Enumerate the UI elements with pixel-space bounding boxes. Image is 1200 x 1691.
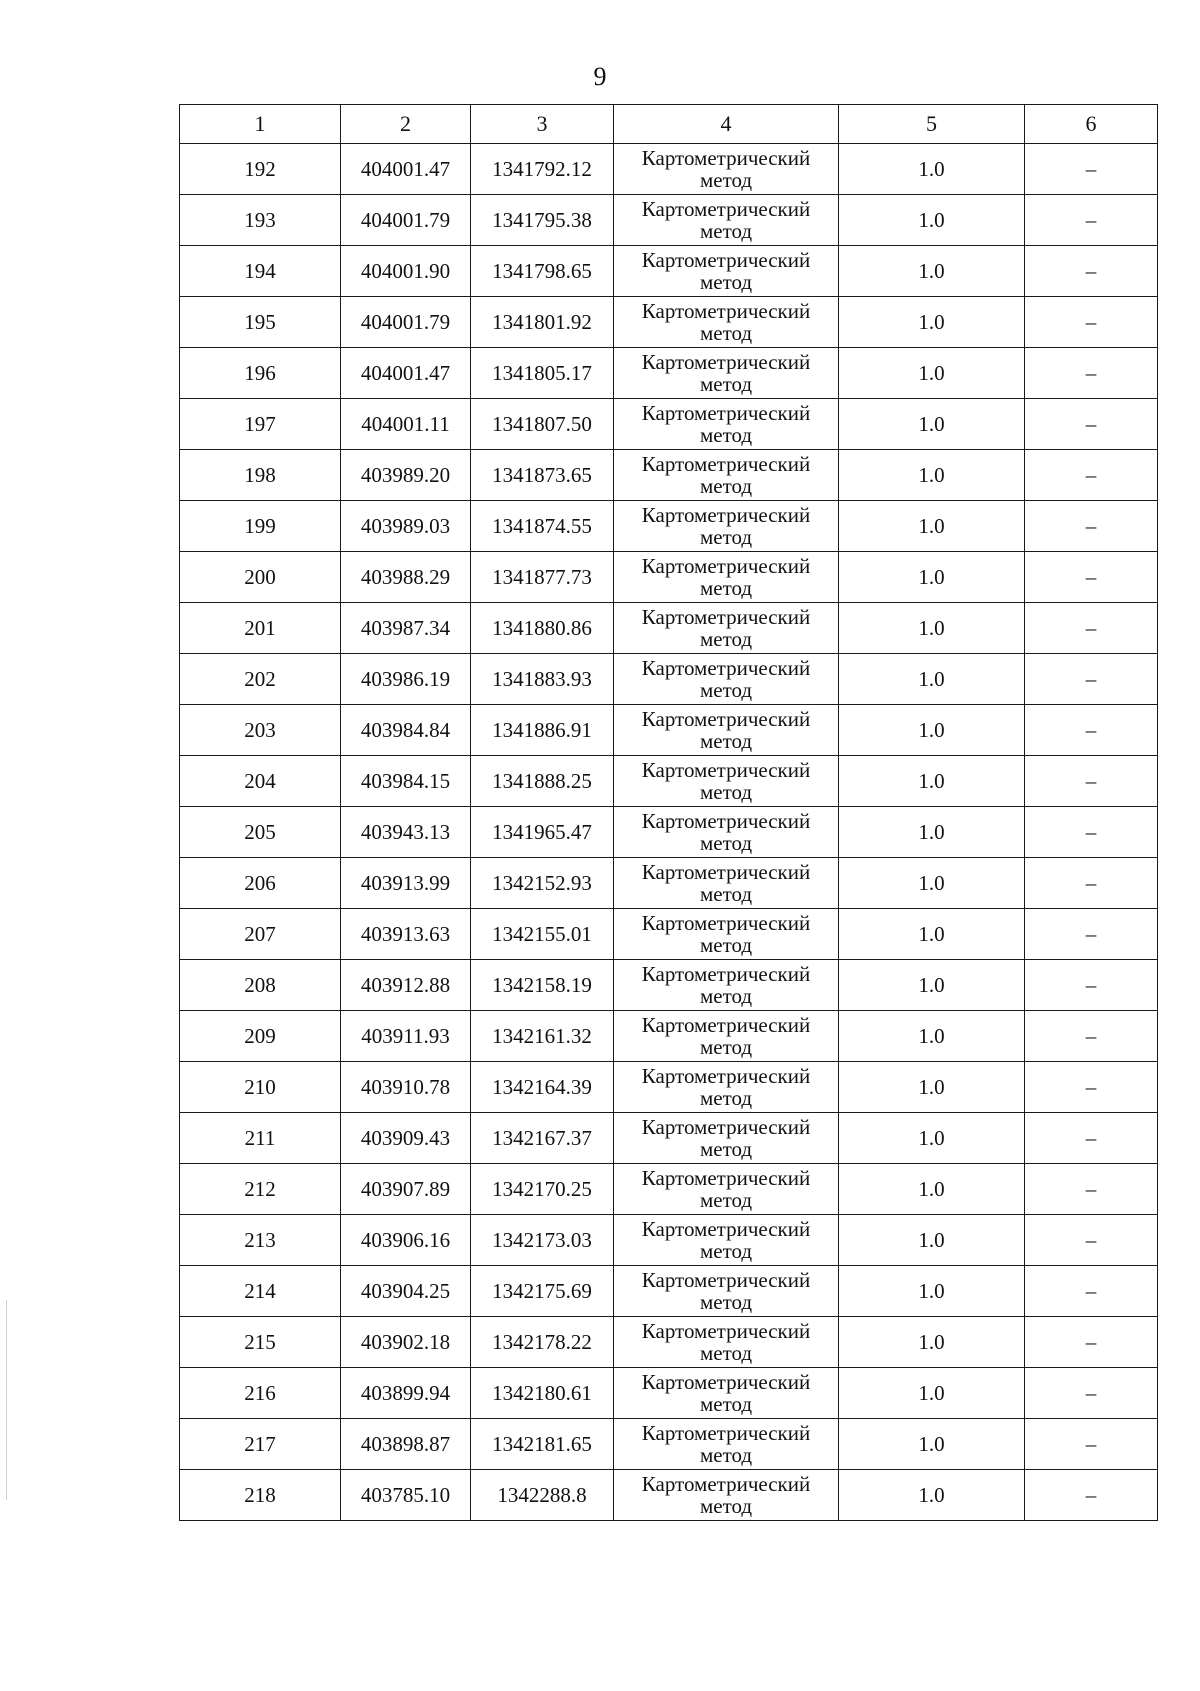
coordinate-x-cell: 1342173.03: [471, 1215, 614, 1266]
method-line-2: метод: [699, 627, 753, 651]
method-line-2: метод: [699, 525, 753, 549]
note-cell: –: [1025, 960, 1158, 1011]
method-line-2: метод: [699, 1086, 753, 1110]
coordinates-table: [179, 104, 1158, 1521]
method-line-2: метод: [699, 1137, 753, 1161]
coordinate-x-cell: 1342180.61: [471, 1368, 614, 1419]
note-cell: –: [1025, 603, 1158, 654]
method-line-1: Картометрический: [641, 248, 811, 272]
table-row: [180, 1470, 1158, 1521]
table-row: [180, 756, 1158, 807]
coordinate-x-cell: 1341807.50: [471, 399, 614, 450]
accuracy-cell: 1.0: [839, 1011, 1025, 1062]
method-cell: [614, 399, 839, 450]
method-line-2: метод: [699, 219, 753, 243]
coordinate-x-cell: 1342158.19: [471, 960, 614, 1011]
method-cell: [614, 1419, 839, 1470]
method-line-2: метод: [699, 474, 753, 498]
note-cell: –: [1025, 705, 1158, 756]
accuracy-cell: 1.0: [839, 348, 1025, 399]
point-number-cell: 195: [180, 297, 341, 348]
note-cell: –: [1025, 297, 1158, 348]
header-cell-2: 2: [341, 105, 471, 144]
accuracy-cell: 1.0: [839, 756, 1025, 807]
accuracy-cell: 1.0: [839, 1470, 1025, 1521]
coordinate-x-cell: 1342161.32: [471, 1011, 614, 1062]
accuracy-cell: 1.0: [839, 501, 1025, 552]
method-line-1: Картометрический: [641, 1370, 811, 1394]
coordinate-x-cell: 1341883.93: [471, 654, 614, 705]
method-line-1: Картометрический: [641, 1421, 811, 1445]
note-cell: –: [1025, 1266, 1158, 1317]
method-line-2: метод: [699, 984, 753, 1008]
point-number-cell: 203: [180, 705, 341, 756]
method-line-2: метод: [699, 1290, 753, 1314]
coordinate-y-cell: 403904.25: [341, 1266, 471, 1317]
coordinate-y-cell: 403911.93: [341, 1011, 471, 1062]
coordinate-x-cell: 1341886.91: [471, 705, 614, 756]
point-number-cell: 217: [180, 1419, 341, 1470]
method-line-2: метод: [699, 576, 753, 600]
method-line-2: метод: [699, 1188, 753, 1212]
note-cell: –: [1025, 1368, 1158, 1419]
method-line-1: Картометрический: [641, 809, 811, 833]
accuracy-cell: 1.0: [839, 144, 1025, 195]
method-cell: [614, 960, 839, 1011]
method-line-1: Картометрический: [641, 401, 811, 425]
method-line-1: Картометрический: [641, 860, 811, 884]
table-body: [180, 105, 1158, 1521]
method-line-2: метод: [699, 1341, 753, 1365]
coordinate-y-cell: 403986.19: [341, 654, 471, 705]
method-cell: [614, 909, 839, 960]
point-number-cell: 208: [180, 960, 341, 1011]
method-line-1: Картометрический: [641, 605, 811, 629]
coordinate-x-cell: 1342181.65: [471, 1419, 614, 1470]
method-cell: [614, 1164, 839, 1215]
method-line-2: метод: [699, 729, 753, 753]
method-cell: [614, 1215, 839, 1266]
method-line-2: метод: [699, 1239, 753, 1263]
accuracy-cell: 1.0: [839, 654, 1025, 705]
method-cell: [614, 297, 839, 348]
method-line-2: метод: [699, 168, 753, 192]
method-cell: [614, 501, 839, 552]
header-cell-6: 6: [1025, 105, 1158, 144]
method-line-1: Картометрический: [641, 1115, 811, 1139]
method-cell: [614, 1317, 839, 1368]
coordinate-x-cell: 1341798.65: [471, 246, 614, 297]
accuracy-cell: 1.0: [839, 1062, 1025, 1113]
table-row: [180, 960, 1158, 1011]
note-cell: –: [1025, 1164, 1158, 1215]
note-cell: –: [1025, 348, 1158, 399]
table-row: [180, 1113, 1158, 1164]
method-line-2: метод: [699, 423, 753, 447]
method-cell: [614, 1470, 839, 1521]
note-cell: –: [1025, 1113, 1158, 1164]
accuracy-cell: 1.0: [839, 246, 1025, 297]
table-row: [180, 450, 1158, 501]
method-cell: [614, 1113, 839, 1164]
method-cell: [614, 1011, 839, 1062]
point-number-cell: 194: [180, 246, 341, 297]
method-line-2: метод: [699, 933, 753, 957]
coordinate-x-cell: 1341805.17: [471, 348, 614, 399]
coordinate-x-cell: 1341874.55: [471, 501, 614, 552]
coordinate-y-cell: 403910.78: [341, 1062, 471, 1113]
method-line-2: метод: [699, 1392, 753, 1416]
method-cell: [614, 807, 839, 858]
method-line-1: Картометрический: [641, 503, 811, 527]
table-row: [180, 501, 1158, 552]
accuracy-cell: 1.0: [839, 1113, 1025, 1164]
method-line-1: Картометрический: [641, 962, 811, 986]
coordinate-y-cell: 403899.94: [341, 1368, 471, 1419]
method-cell: [614, 144, 839, 195]
coordinate-y-cell: 403906.16: [341, 1215, 471, 1266]
point-number-cell: 212: [180, 1164, 341, 1215]
method-line-1: Картометрический: [641, 452, 811, 476]
method-line-1: Картометрический: [641, 197, 811, 221]
note-cell: –: [1025, 450, 1158, 501]
method-line-1: Картометрический: [641, 1472, 811, 1496]
point-number-cell: 205: [180, 807, 341, 858]
table-header-row: [180, 105, 1158, 144]
method-line-2: метод: [699, 780, 753, 804]
table-row: [180, 705, 1158, 756]
coordinate-y-cell: 403907.89: [341, 1164, 471, 1215]
note-cell: –: [1025, 1062, 1158, 1113]
coordinate-x-cell: 1342288.8: [471, 1470, 614, 1521]
accuracy-cell: 1.0: [839, 603, 1025, 654]
table-row: [180, 1419, 1158, 1470]
method-cell: [614, 246, 839, 297]
coordinate-x-cell: 1342178.22: [471, 1317, 614, 1368]
table-row: [180, 1215, 1158, 1266]
table-row: [180, 246, 1158, 297]
coordinate-x-cell: 1341795.38: [471, 195, 614, 246]
coordinate-y-cell: 404001.79: [341, 297, 471, 348]
method-cell: [614, 450, 839, 501]
accuracy-cell: 1.0: [839, 399, 1025, 450]
method-line-2: метод: [699, 678, 753, 702]
table-row: [180, 1317, 1158, 1368]
coordinate-y-cell: 403987.34: [341, 603, 471, 654]
note-cell: –: [1025, 1419, 1158, 1470]
header-cell-4: 4: [614, 105, 839, 144]
coordinate-x-cell: 1341888.25: [471, 756, 614, 807]
coordinate-x-cell: 1342152.93: [471, 858, 614, 909]
table-row: [180, 1062, 1158, 1113]
point-number-cell: 210: [180, 1062, 341, 1113]
coordinate-y-cell: 403988.29: [341, 552, 471, 603]
method-line-2: метод: [699, 372, 753, 396]
accuracy-cell: 1.0: [839, 195, 1025, 246]
method-line-1: Картометрический: [641, 299, 811, 323]
method-line-1: Картометрический: [641, 1217, 811, 1241]
point-number-cell: 213: [180, 1215, 341, 1266]
coordinate-y-cell: 403989.20: [341, 450, 471, 501]
accuracy-cell: 1.0: [839, 909, 1025, 960]
accuracy-cell: 1.0: [839, 960, 1025, 1011]
table-row: [180, 348, 1158, 399]
method-cell: [614, 1368, 839, 1419]
note-cell: –: [1025, 1215, 1158, 1266]
method-cell: [614, 195, 839, 246]
point-number-cell: 200: [180, 552, 341, 603]
table-row: [180, 858, 1158, 909]
method-line-1: Картометрический: [641, 1319, 811, 1343]
method-line-2: метод: [699, 1035, 753, 1059]
point-number-cell: 206: [180, 858, 341, 909]
point-number-cell: 216: [180, 1368, 341, 1419]
method-line-1: Картометрический: [641, 656, 811, 680]
scan-edge-mark: [6, 1300, 7, 1500]
point-number-cell: 198: [180, 450, 341, 501]
coordinate-y-cell: 403912.88: [341, 960, 471, 1011]
note-cell: –: [1025, 246, 1158, 297]
coordinate-y-cell: 403989.03: [341, 501, 471, 552]
note-cell: –: [1025, 1011, 1158, 1062]
method-line-1: Картометрический: [641, 707, 811, 731]
coordinate-x-cell: 1341792.12: [471, 144, 614, 195]
table-row: [180, 399, 1158, 450]
table-row: [180, 654, 1158, 705]
method-line-1: Картометрический: [641, 554, 811, 578]
note-cell: –: [1025, 1317, 1158, 1368]
point-number-cell: 201: [180, 603, 341, 654]
note-cell: –: [1025, 1470, 1158, 1521]
accuracy-cell: 1.0: [839, 450, 1025, 501]
table-row: [180, 603, 1158, 654]
method-line-2: метод: [699, 1494, 753, 1518]
table-row: [180, 1266, 1158, 1317]
header-cell-3: 3: [471, 105, 614, 144]
note-cell: –: [1025, 552, 1158, 603]
note-cell: –: [1025, 858, 1158, 909]
page-number: 9: [593, 62, 607, 91]
method-line-2: метод: [699, 831, 753, 855]
coordinate-x-cell: 1342170.25: [471, 1164, 614, 1215]
coordinate-y-cell: 403913.63: [341, 909, 471, 960]
accuracy-cell: 1.0: [839, 1419, 1025, 1470]
point-number-cell: 197: [180, 399, 341, 450]
note-cell: –: [1025, 807, 1158, 858]
coordinate-x-cell: 1341880.86: [471, 603, 614, 654]
note-cell: –: [1025, 195, 1158, 246]
method-cell: [614, 348, 839, 399]
method-line-1: Картометрический: [641, 758, 811, 782]
method-line-1: Картометрический: [641, 1064, 811, 1088]
coordinate-y-cell: 404001.90: [341, 246, 471, 297]
note-cell: –: [1025, 756, 1158, 807]
coordinate-x-cell: 1341801.92: [471, 297, 614, 348]
coordinate-y-cell: 403909.43: [341, 1113, 471, 1164]
method-cell: [614, 552, 839, 603]
coordinate-x-cell: 1342175.69: [471, 1266, 614, 1317]
method-cell: [614, 1266, 839, 1317]
method-cell: [614, 858, 839, 909]
table-row: [180, 1011, 1158, 1062]
accuracy-cell: 1.0: [839, 1266, 1025, 1317]
coordinate-x-cell: 1341877.73: [471, 552, 614, 603]
point-number-cell: 207: [180, 909, 341, 960]
accuracy-cell: 1.0: [839, 297, 1025, 348]
method-line-1: Картометрический: [641, 350, 811, 374]
method-line-1: Картометрический: [641, 911, 811, 935]
note-cell: –: [1025, 654, 1158, 705]
coordinate-y-cell: 403898.87: [341, 1419, 471, 1470]
point-number-cell: 214: [180, 1266, 341, 1317]
table-row: [180, 195, 1158, 246]
table-row: [180, 552, 1158, 603]
point-number-cell: 199: [180, 501, 341, 552]
accuracy-cell: 1.0: [839, 807, 1025, 858]
method-line-1: Картометрический: [641, 146, 811, 170]
method-cell: [614, 705, 839, 756]
method-line-2: метод: [699, 321, 753, 345]
method-line-2: метод: [699, 1443, 753, 1467]
table-row: [180, 807, 1158, 858]
accuracy-cell: 1.0: [839, 1368, 1025, 1419]
point-number-cell: 209: [180, 1011, 341, 1062]
point-number-cell: 193: [180, 195, 341, 246]
header-cell-5: 5: [839, 105, 1025, 144]
coordinate-y-cell: 403984.15: [341, 756, 471, 807]
point-number-cell: 204: [180, 756, 341, 807]
note-cell: –: [1025, 399, 1158, 450]
point-number-cell: 202: [180, 654, 341, 705]
method-line-2: метод: [699, 270, 753, 294]
method-line-1: Картометрический: [641, 1166, 811, 1190]
method-line-1: Картометрический: [641, 1268, 811, 1292]
table-row: [180, 1164, 1158, 1215]
point-number-cell: 192: [180, 144, 341, 195]
method-cell: [614, 756, 839, 807]
point-number-cell: 218: [180, 1470, 341, 1521]
accuracy-cell: 1.0: [839, 552, 1025, 603]
point-number-cell: 215: [180, 1317, 341, 1368]
table-row: [180, 144, 1158, 195]
coordinate-x-cell: 1342164.39: [471, 1062, 614, 1113]
note-cell: –: [1025, 501, 1158, 552]
coordinate-y-cell: 404001.47: [341, 144, 471, 195]
point-number-cell: 196: [180, 348, 341, 399]
method-cell: [614, 1062, 839, 1113]
coordinate-y-cell: 404001.11: [341, 399, 471, 450]
coordinate-y-cell: 403943.13: [341, 807, 471, 858]
accuracy-cell: 1.0: [839, 1164, 1025, 1215]
coordinate-x-cell: 1341965.47: [471, 807, 614, 858]
coordinate-y-cell: 404001.47: [341, 348, 471, 399]
coordinate-y-cell: 403984.84: [341, 705, 471, 756]
accuracy-cell: 1.0: [839, 858, 1025, 909]
coordinate-y-cell: 404001.79: [341, 195, 471, 246]
method-line-2: метод: [699, 882, 753, 906]
coordinate-y-cell: 403785.10: [341, 1470, 471, 1521]
method-cell: [614, 654, 839, 705]
accuracy-cell: 1.0: [839, 1215, 1025, 1266]
method-line-1: Картометрический: [641, 1013, 811, 1037]
note-cell: –: [1025, 144, 1158, 195]
method-cell: [614, 603, 839, 654]
note-cell: –: [1025, 909, 1158, 960]
table-row: [180, 1368, 1158, 1419]
header-cell-1: 1: [180, 105, 341, 144]
table-row: [180, 909, 1158, 960]
accuracy-cell: 1.0: [839, 1317, 1025, 1368]
table-row: [180, 297, 1158, 348]
coordinate-y-cell: 403902.18: [341, 1317, 471, 1368]
coordinate-y-cell: 403913.99: [341, 858, 471, 909]
point-number-cell: 211: [180, 1113, 341, 1164]
coordinate-x-cell: 1342155.01: [471, 909, 614, 960]
coordinate-x-cell: 1342167.37: [471, 1113, 614, 1164]
coordinate-x-cell: 1341873.65: [471, 450, 614, 501]
accuracy-cell: 1.0: [839, 705, 1025, 756]
